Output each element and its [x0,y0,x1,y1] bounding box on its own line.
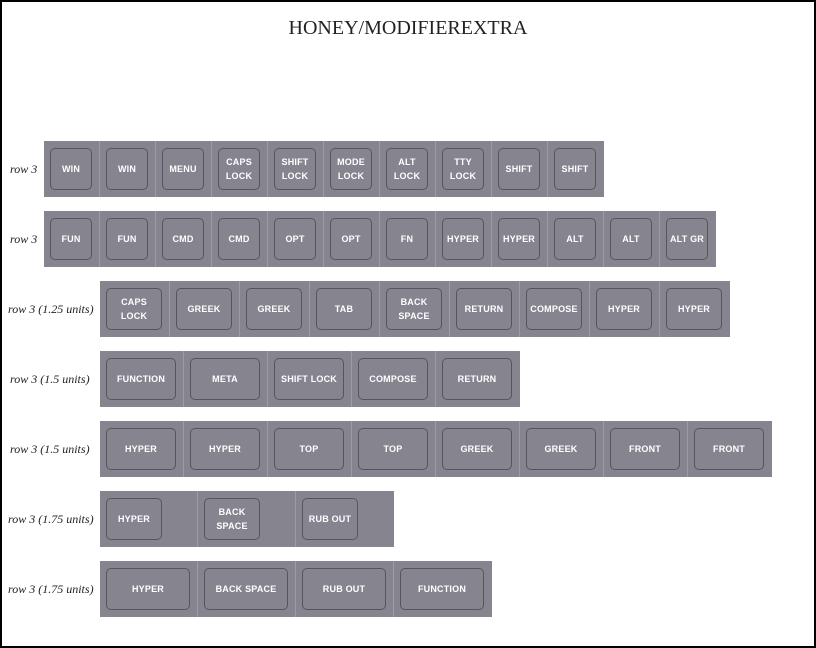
key-slot [296,561,394,617]
key-slot [198,491,296,547]
key-slot [184,351,268,407]
keycap: BACK SPACE [204,568,288,610]
keycap: TOP [274,428,344,470]
key-slot [604,421,688,477]
key-slot [44,141,100,197]
keycap: MODE LOCK [330,148,372,190]
key-slot [268,351,352,407]
key-slot [520,421,604,477]
row-label: row 3 (1.75 units) [8,512,94,526]
key-row [44,211,716,267]
keycap: SHIFT LOCK [274,148,316,190]
key-slot [156,141,212,197]
row-label: row 3 (1.25 units) [8,302,94,316]
keycap: CMD [162,218,204,260]
key-row [100,351,520,407]
key-row [100,561,492,617]
diagram-title: HONEY/MODIFIEREXTRA [288,17,528,39]
key-slot [436,351,520,407]
key-slot [688,421,772,477]
key-row [100,421,772,477]
key-slot [212,141,268,197]
row-label: row 3 (1.5 units) [10,442,90,456]
keycap: TAB [316,288,372,330]
key-row [100,491,394,547]
key-slot [184,421,268,477]
row-label: row 3 (1.75 units) [8,582,94,596]
keycap: GREEK [526,428,596,470]
key-slot [324,211,380,267]
row-label: row 3 [10,232,38,246]
keycap: HYPER [190,428,260,470]
key-row [44,141,604,197]
keycap: OPT [330,218,372,260]
key-slot [352,421,436,477]
key-slot [380,211,436,267]
keycap: RUB OUT [302,568,386,610]
keycap: HYPER [666,288,722,330]
key-slot [296,491,394,547]
key-row [100,281,730,337]
keycap: HYPER [442,218,484,260]
key-slot [310,281,380,337]
keycap: SHIFT [554,148,596,190]
keycap: ALT GR [666,218,708,260]
key-slot [170,281,240,337]
key-slot [100,281,170,337]
keycap: HYPER [106,428,176,470]
key-slot [100,141,156,197]
key-slot [100,211,156,267]
keycap: TTY LOCK [442,148,484,190]
keycap: RETURN [456,288,512,330]
key-slot [268,421,352,477]
key-slot [436,211,492,267]
key-slot [394,561,492,617]
keycap: MENU [162,148,204,190]
keycap: HYPER [106,498,162,540]
key-slot [436,141,492,197]
keycap: FN [386,218,428,260]
key-slot [548,211,604,267]
row-label: row 3 (1.5 units) [10,372,90,386]
key-slot [156,211,212,267]
keycap: FUN [106,218,148,260]
keycap: CAPS LOCK [106,288,162,330]
key-slot [660,281,730,337]
key-slot [100,561,198,617]
keycap: GREEK [442,428,512,470]
keycap: RETURN [442,358,512,400]
keycap: CMD [218,218,260,260]
keycap: HYPER [498,218,540,260]
key-slot [268,211,324,267]
keycap: BACK SPACE [386,288,442,330]
keycap: BACK SPACE [204,498,260,540]
keycap: FUN [50,218,92,260]
key-slot [198,561,296,617]
keycap: WIN [106,148,148,190]
key-slot [100,421,184,477]
key-slot [44,211,100,267]
key-slot [492,141,548,197]
keycap: HYPER [106,568,190,610]
key-slot [100,491,198,547]
key-slot [436,421,520,477]
keycap: FUNCTION [400,568,484,610]
keycap: FUNCTION [106,358,176,400]
key-slot [324,141,380,197]
key-slot [590,281,660,337]
keycap: CAPS LOCK [218,148,260,190]
key-slot [492,211,548,267]
key-slot [352,351,436,407]
keycap: GREEK [176,288,232,330]
key-slot [380,281,450,337]
key-slot [380,141,436,197]
keycap: OPT [274,218,316,260]
keycap: META [190,358,260,400]
keycap: COMPOSE [526,288,582,330]
key-slot [520,281,590,337]
key-slot [240,281,310,337]
keycap: FRONT [694,428,764,470]
key-slot [268,141,324,197]
key-slot [548,141,604,197]
key-slot [212,211,268,267]
keycap: HYPER [596,288,652,330]
keycap: SHIFT LOCK [274,358,344,400]
keycap: ALT LOCK [386,148,428,190]
key-slot [450,281,520,337]
keycap: ALT [610,218,652,260]
key-slot [100,351,184,407]
keycap: WIN [50,148,92,190]
keycap: FRONT [610,428,680,470]
keycap: RUB OUT [302,498,358,540]
keycap: COMPOSE [358,358,428,400]
row-label: row 3 [10,162,38,176]
keycap: TOP [358,428,428,470]
key-slot [660,211,716,267]
keycap: GREEK [246,288,302,330]
key-slot [604,211,660,267]
keycap: SHIFT [498,148,540,190]
keycap: ALT [554,218,596,260]
